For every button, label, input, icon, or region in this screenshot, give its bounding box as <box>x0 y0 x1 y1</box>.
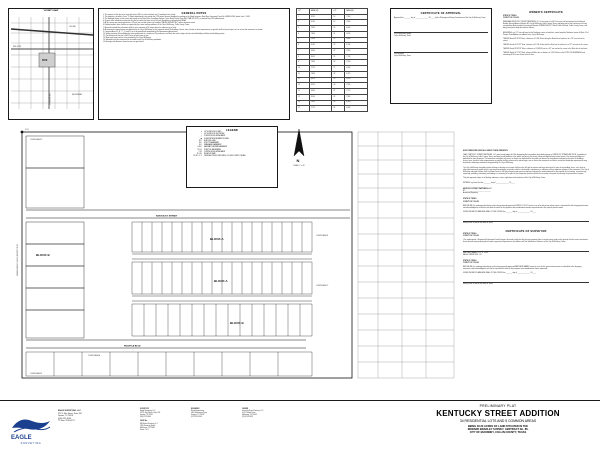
cell: 7,710 <box>309 66 332 72</box>
general-notes-title: GENERAL NOTES <box>181 12 207 15</box>
notary-county-label: COUNTY OF COLLIN <box>463 201 479 203</box>
legend-symbol-icon: ● <box>201 132 202 133</box>
surveyor-notary-body: BEFORE ME, the undersigned authority, on this day personally appeared MATTHEW RAABE, known to me to be the person whose name is subscribed to the foregoing instrument, and acknowledged to me that he executed the same for the purposes and considerations therein expressed. <box>463 266 582 270</box>
cell: 8,010 <box>309 54 332 60</box>
surveyor-body: I, the undersigned, a Registered Professional Land Surveyor, do hereby certify that this plat was prepared from an actual survey made on the ground; that the corner monuments shown thereon were properly placed under my personal supervision in accordance with the Subdivision Ordinance of the City of McKinney, Texas. <box>463 240 588 244</box>
cell: 8,250 <box>309 14 332 20</box>
owners-cert-paragraph: BEGINNING at a 1/2" iron rod found at the Northwest corner of said tract, same being the Northeast corner of Block 12 of Prosper Park Addition, an addition to the City of McKinney; <box>503 32 589 36</box>
contact-role: SURVEYOR <box>140 409 149 410</box>
common-area-label: COMMON AREA 'C' <box>316 286 329 287</box>
contact-line3: (214) 555-0199 <box>242 417 253 419</box>
surveyor-name: MATTHEW RAABE, R.P.L.S. #6402 <box>463 253 489 255</box>
svg-text:CUSTER RD: CUSTER RD <box>49 93 52 105</box>
cell: 7,800 <box>309 31 332 37</box>
title-line-name: KENTUCKY STREET ADDITION <box>436 409 560 418</box>
county-label: COUNTY OF COLLIN <box>503 18 519 20</box>
notary-state-label: STATE OF TEXAS <box>463 199 477 201</box>
cell: 17 <box>297 106 310 112</box>
general-notes-list <box>103 15 285 44</box>
cell: 7,860 <box>309 60 332 66</box>
note-item: 7. Minimum finished floor elevations shall be set a minimum of 24 inches above the adjacent top of curb. <box>103 27 177 29</box>
approval-sig-entity: City of McKinney, Texas <box>394 56 411 58</box>
note-item: 1. The purpose of this plat is to create thirty-four (34) Lots of record from one (1) unplatted tract of land. <box>103 15 176 16</box>
cell: 19 <box>332 20 345 26</box>
dedication-paragraph: The City of McKinney and public entities utilizing or desiring to use same shall have the full right to remove and keep removed all or parts of any building, fence, tree, shrub or other improvement or growth which in any way may endanger or interfere with the construction, maintenance or efficiency of their respective systems in the easements. The City of McKinney and public entities shall at all times have the full right of ingress and egress to and from and upon the said easements for the purpose of constructing, reconstructing, inspecting, patrolling, maintaining and adding to or removing all or parts of their respective systems without the necessity at any time of procuring the permission of anyone. <box>463 167 589 175</box>
cell: 8,160 <box>345 100 368 106</box>
note-item: 9. Common Areas 'A', 'B', 'C', 'D' and 'E' are to be owned and maintained by the Homeowners Association. <box>103 31 178 33</box>
cell: 24 <box>332 49 345 55</box>
approval-sig-entity: City of McKinney, Texas <box>394 36 411 38</box>
cell: 1 <box>297 14 310 20</box>
cell: 10 <box>297 66 310 72</box>
svg-text:MCKINNEY: MCKINNEY <box>72 94 83 96</box>
contact-case <box>138 420 189 432</box>
cell: 23 <box>332 43 345 49</box>
firm-logo <box>8 412 54 445</box>
surveyor-notary-state: STATE OF TEXAS <box>463 260 477 262</box>
note-item: 13. Sidewalks shall be constructed in accordance with City of McKinney standards. <box>103 40 162 42</box>
cell: 22 <box>332 37 345 43</box>
note-item: 11. The total area of this plat is 46.20 acres of land, more or less. <box>103 35 149 37</box>
cell: 15 <box>297 94 310 100</box>
vicinity-map <box>8 8 94 120</box>
dedication-paragraph: This plat approved subject to all platting ordinances, rules, regulations and resolutions of the City of McKinney, Texas. <box>463 177 546 179</box>
state-label: STATE OF TEXAS <box>503 16 517 17</box>
legend-label: CONTROLLING MONUMENT <box>204 151 226 153</box>
contact-line1: 1005 Silverstone Drive <box>191 413 208 415</box>
note-item: 2. The property is located in Zone "X" (Areas determined to be outside the 0.2% annual chance floodplain) according to the Flood Insurance Rate Map Community Panel No. 48085C0430J, dated June 2, 2009. <box>103 17 251 19</box>
cell: 9 <box>297 60 310 66</box>
owners-cert-paragraph: THENCE North 89°42'18" East, a distance of 1,248.16 feet along the North line of said tract to a 1/2" iron rod set for corner; <box>503 38 585 42</box>
cell: 3 <box>297 26 310 32</box>
certificate-of-approval-block <box>390 8 492 104</box>
cell: 7,980 <box>345 94 368 100</box>
title-line-legal3: CITY OF McKINNEY, COLLIN COUNTY, TEXAS <box>469 431 527 434</box>
cell: 8,100 <box>309 20 332 26</box>
common-area-label: COMMON AREA 'A' <box>88 356 101 357</box>
contact-name: Rowe Engineering <box>191 411 205 413</box>
legend-symbol-icon: U.E. <box>198 143 202 145</box>
surveyor-notary-line-label: Notary Public in and for the State of Texas <box>463 284 493 285</box>
column-header: AREA (SF) <box>309 9 332 15</box>
cell: 8,430 <box>309 89 332 95</box>
table-row <box>297 106 368 112</box>
cell: 13 <box>297 83 310 89</box>
cell: 28 <box>332 71 345 77</box>
svg-text:US 380: US 380 <box>69 26 76 28</box>
cell: 21 <box>332 31 345 37</box>
cell: 34 <box>332 106 345 112</box>
contact-role: CASE No. <box>140 421 148 423</box>
dedication-paragraph: THAT, KENTUCKY STREET PARTNERS, LLC, does hereby adopt this Plat designating the hereinabove described property as KENTUCKY STREET ADDITION, an addition to the City of McKinney, Collin County, Texas, and does hereby dedicate to the public use forever the streets, alleys and rights-of-way shown hereon. The streets and alleys are dedicated for street purposes. The easements and public use areas, as shown, are dedicated for the public use forever for the purposes indicated on this plat. No buildings, fences, trees, shrubs or other improvements or growths shall be constructed or placed upon, over or across the easements as shown, except that landscape improvements may be placed in landscape easements if approved by the City of McKinney. <box>463 155 588 165</box>
cell: 6 <box>297 43 310 49</box>
contact-line3: (940) 222-3009 <box>140 417 151 419</box>
cell: 7 <box>297 49 310 55</box>
cell: 8,250 <box>309 83 332 89</box>
cell: 7,920 <box>309 37 332 43</box>
note-item: 6. Building setback lines shall be as required by the current zoning ordinance of the City of McKinney, Collin County, Texas. <box>103 25 190 27</box>
cell: 31 <box>332 89 345 95</box>
survey-line-label: EDWARD BRADLEY SURVEY, ABSTRACT NO. 86 <box>18 244 19 276</box>
contact-line2: Denton, TX 76201 <box>140 415 153 417</box>
legend-label: UTILITY EASEMENT <box>204 143 220 145</box>
surveyor-county-label: COUNTY OF COLLIN <box>463 236 479 238</box>
cell: 7,860 <box>345 49 368 55</box>
cell: 8,250 <box>345 77 368 83</box>
bottom-divider <box>0 400 600 401</box>
cell: 8,040 <box>345 26 368 32</box>
cell: 8 <box>297 54 310 60</box>
contact-line3: Sheet 1 of 1 <box>140 429 149 431</box>
contact-line2: McKinney, TX 75069 <box>242 415 257 417</box>
cell: 33 <box>332 100 345 106</box>
contact-name: MB Devlin Planning, LLC <box>140 423 158 425</box>
contact-line3: (972) 201-3100 <box>191 417 202 419</box>
cell: 8,190 <box>309 94 332 100</box>
legend-label: CONTROLLING MONUMENT <box>204 136 226 138</box>
legend-symbol-icon: C.M. <box>198 151 202 153</box>
note-item: 8. All easements shown hereon are dedicated to the City of McKinney for the purposes stated. No buildings, fences, trees, shrubs or other improvements or growths shall be placed upon, over or across the easements as shown. <box>103 29 263 31</box>
cell: 30 <box>332 83 345 89</box>
legend-label: 1/2" IRON ROD FOUND <box>204 132 222 133</box>
approval-sig-label: City of McKinney, Mayor <box>394 34 412 36</box>
owner-entity-label: KENTUCKY STREET PARTNERS, LLC <box>463 189 492 191</box>
cell: 8,340 <box>309 49 332 55</box>
contact-role: ENGINEER <box>191 409 200 410</box>
street-label-kentucky: KENTUCKY STREET <box>156 215 178 218</box>
dedication-block <box>460 148 592 398</box>
column-header: LOT <box>332 9 345 15</box>
legend-label: DRAINAGE EASEMENT <box>204 145 222 147</box>
common-area-label: COMMON AREA 'E' <box>30 374 43 375</box>
approval-body: Approved this _______ day of ______________, 20____, by the Planning and Zoning Commission of the City of McKinney, Texas. <box>394 18 486 19</box>
owners-cert-paragraph: THENCE South 89°42'18" West, a distance of 1,248.16 feet to a 1/2" iron rod set for corner in the West line of said tract; <box>503 49 588 51</box>
title-line-legal1: BEING 46.20 ACRES OF LAND SITUATED IN THE <box>467 425 529 428</box>
cell: 7,920 <box>309 100 332 106</box>
street-label-pacifica: PACIFICA BLVD <box>124 345 141 348</box>
contact-owner <box>240 408 291 420</box>
cell: 25 <box>332 54 345 60</box>
block-label-b-bottom: BLOCK B <box>230 321 244 325</box>
lot-area-table-grid <box>296 8 368 112</box>
contact-name: Eagle Surveying, LLC <box>140 411 156 413</box>
cell: 7,950 <box>345 60 368 66</box>
scale-note: SCALE: 1" = 60' <box>293 166 305 167</box>
svg-text:SITE: SITE <box>42 59 48 62</box>
point-of-beginning-label: P.O.B. <box>25 130 29 131</box>
lot-area-table <box>296 8 368 112</box>
owners-cert-paragraph: WHEREAS KENTUCKY STREET PARTNERS, LLC is the owner of a 46.20 acre tract of land situated in the Edward Bradley Survey, Abstract Number 86, City of McKinney, Collin County, Texas, and being part of that certain tract of land conveyed by deed recorded in Instrument Number 20180601000712, Official Public Records, Collin County, Texas, and being more particularly described as follows: <box>503 22 587 30</box>
contact-role: OWNER <box>242 409 249 410</box>
contact-surveyor <box>138 408 189 420</box>
owners-certificate-block <box>500 8 592 120</box>
firm-name: EAGLE SURVEYING, LLC <box>58 410 81 412</box>
north-arrow <box>286 126 312 166</box>
note-item: 4. No part of the subdivision shown on this plat lies within the limits of any 100-year floodplain as delineated by FEMA. <box>103 21 187 23</box>
cell: 5 <box>297 37 310 43</box>
legend-label: RIGHT-OF-WAY <box>204 154 216 156</box>
contact-line1: 4171 Ottawa Drive <box>242 413 256 415</box>
cell: 2 <box>297 20 310 26</box>
contact-line2: Prosper, TX 75078 <box>191 415 205 417</box>
cell: 26 <box>332 60 345 66</box>
signature-line <box>394 28 488 33</box>
note-item: 3. The bearings shown on this survey are based on the State Plane Coordinate System, Texas North Central Zone 4202, NAD 83 (2011), as derived from GPS observations. <box>103 19 225 21</box>
surveyor-notary-county: COUNTY OF COLLIN <box>463 262 479 264</box>
cell: 8,370 <box>345 71 368 77</box>
title-line-lots: 34 RESIDENTIAL LOTS AND 5 COMMON AREAS <box>459 419 537 423</box>
firm-number: TX Firm #10194177 <box>58 420 75 422</box>
column-header: LOT <box>297 9 310 15</box>
cell: 8,190 <box>345 66 368 72</box>
cell: 4 <box>297 31 310 37</box>
cell: 7,770 <box>345 89 368 95</box>
approval-title: CERTIFICATE OF APPROVAL <box>420 12 462 15</box>
vicinity-map-title: VICINITY MAP <box>43 10 59 12</box>
cell: 7,950 <box>309 26 332 32</box>
common-area-label: COMMON AREA 'D' <box>30 140 43 141</box>
legend-label: OFFICIAL PUBLIC RECORDS, COLLIN COUNTY, TEXAS <box>204 156 246 158</box>
cell: 7,920 <box>345 83 368 89</box>
firm-phone: (940) 222-3009 <box>58 417 71 420</box>
signature-line <box>463 278 589 283</box>
cell: 7,740 <box>345 54 368 60</box>
cell: 7,800 <box>345 20 368 26</box>
firm-block <box>56 408 134 442</box>
legend-symbol-icon: ▣ <box>200 138 202 140</box>
block-label-a-mid: BLOCK A <box>214 279 228 283</box>
cell: 8,130 <box>345 43 368 49</box>
surveyor-notary-given: GIVEN UNDER MY HAND AND SEAL OF THE OFFICE this _______ day of ______________, 20____. <box>463 272 537 274</box>
owners-cert-paragraph: THENCE North 00°17'42" West, along said West line, a distance of 1,611.44 feet to the POINT OF BEGINNING and containing 46.20 acres of land, more or less. <box>503 53 585 57</box>
signature-line <box>463 217 589 222</box>
note-item: 14. Bearings and distances shown hereon are grid values. <box>103 42 145 44</box>
dedication-title: NOW THEREFORE KNOW ALL MEN BY THESE PRESENTS: <box>463 151 509 152</box>
column-header: AREA (SF) <box>345 9 368 15</box>
legend-label: CONCRETE MONUMENT FOUND <box>204 138 229 140</box>
note-item: 5. All lot corners are monumented with a 1/2-inch iron rod with plastic cap stamped "EAGLE SURVEYING" unless otherwise noted. <box>103 23 196 25</box>
svg-text:FM 2478: FM 2478 <box>13 46 21 48</box>
legend-entry <box>190 156 274 158</box>
contact-line1: 222 S. Elm Street, Suite 200 <box>140 413 161 415</box>
cell: 27 <box>332 66 345 72</box>
cell: 7,770 <box>309 106 332 112</box>
legend-label: 1/2" IRON ROD SET W/CAP <box>204 134 225 136</box>
owners-cert-paragraph: THENCE South 00°17'42" East, a distance of 1,611.44 feet with the East line of said tract to a 1/2" iron rod set for corner; <box>503 44 589 46</box>
cell: 14 <box>297 89 310 95</box>
logo-wordmark: EAGLE <box>11 435 32 441</box>
cell: 7,890 <box>309 71 332 77</box>
surveyor-certificate-title: CERTIFICATE OF SURVEYOR <box>505 229 547 233</box>
contact-engineer <box>189 408 240 420</box>
legend-symbol-icon: D.E. <box>198 145 202 147</box>
notary-line-label: Notary Public in and for the State of Texas <box>463 222 493 224</box>
legend-symbol-icon: O.P.R.C.C.T. <box>192 156 202 158</box>
cell: 20 <box>332 26 345 32</box>
block-label-a-top: BLOCK A <box>210 237 224 241</box>
legend-label: BUILDING LINE <box>204 140 216 142</box>
title-line-legal2: EDWARD BRADLEY SURVEY, ABSTRACT No. 86, <box>467 428 529 431</box>
cell: 11 <box>297 71 310 77</box>
vicinity-map-graphic <box>9 9 93 119</box>
legend-label: SANITARY SEWER EASEMENT <box>204 147 228 149</box>
cell: 12 <box>297 77 310 83</box>
signature-line <box>394 48 488 53</box>
firm-address1: 222 S. Elm Street, Suite 200 <box>58 412 82 415</box>
note-item: 10. Selling a portion of this addition by metes and bounds is a violation of City ordinance and State law and is subject to fines and withholding of utilities and building permits. <box>103 33 225 35</box>
cell: 8,220 <box>345 31 368 37</box>
cell: 32 <box>332 94 345 100</box>
cell: 29 <box>332 77 345 83</box>
owner-signature-title: Authorized Signatory <box>463 193 478 195</box>
legend-symbol-icon: P.O.B. <box>197 149 202 151</box>
legend-block <box>186 126 278 188</box>
owner-signature-line: BY: ____________________________ <box>463 191 491 193</box>
notary-given: GIVEN UNDER MY HAND AND SEAL OF THE OFFICE this _______ day of ______________, 20____. <box>463 211 537 213</box>
owners-certificate-title: OWNER'S CERTIFICATE <box>529 11 563 14</box>
contacts-block <box>138 408 334 442</box>
contact-name: Kentucky Street Partners, LLC <box>242 411 264 413</box>
general-notes-block <box>98 8 290 120</box>
logo-subtext: SURVEYING <box>20 442 42 445</box>
cell: 8,400 <box>345 37 368 43</box>
legend-symbol-icon: ○ <box>201 134 202 136</box>
signature-line <box>463 247 589 252</box>
legend-symbol-icon: △ <box>200 136 202 138</box>
cell: 8,070 <box>309 77 332 83</box>
contact-line1: 1920 Kentucky Street <box>140 425 156 427</box>
legend-symbol-icon: B.L. <box>199 140 202 142</box>
note-item: 12. Water and sewer service to be provided by the City of McKinney. <box>103 38 152 40</box>
dedication-witness: WITNESS, my hand, this the ________ day of ______________, 20____. <box>463 183 516 185</box>
cell: 18 <box>332 14 345 20</box>
cell: 8,160 <box>309 43 332 49</box>
title-line-preliminary: PRELIMINARY PLAT <box>479 404 517 408</box>
legend-symbol-icon: R.O.W. <box>196 154 202 156</box>
firm-address2: Denton, TX 76201 <box>58 415 74 417</box>
notary-body: BEFORE ME, the undersigned authority, on this day personally appeared JOSEPH L. HOLT, known to me to be the person whose name is subscribed to the foregoing instrument, and acknowledged to me that he executed the same for the purposes and considerations therein expressed and in the capacity therein stated. <box>463 205 589 209</box>
legend-title: LEGEND <box>225 129 238 132</box>
surveyor-state-label: STATE OF TEXAS <box>463 233 477 235</box>
block-label-b-west: BLOCK B <box>36 253 50 257</box>
north-arrow-label: N <box>296 158 300 163</box>
cell: 16 <box>297 100 310 106</box>
surveyor-firm: EAGLE SURVEYING, LLC <box>463 255 482 257</box>
cell: 7,980 <box>345 14 368 20</box>
cell: 8,340 <box>345 106 368 112</box>
common-area-label: COMMON AREA 'B' <box>316 236 329 237</box>
title-block <box>400 404 596 434</box>
approval-sig-label: City Secretary <box>394 54 405 56</box>
contact-line2: McKinney, TX 75069 <box>140 427 155 429</box>
legend-label: POINT OF BEGINNING <box>204 149 221 151</box>
legend-symbol-icon: S.S.E. <box>197 147 202 149</box>
